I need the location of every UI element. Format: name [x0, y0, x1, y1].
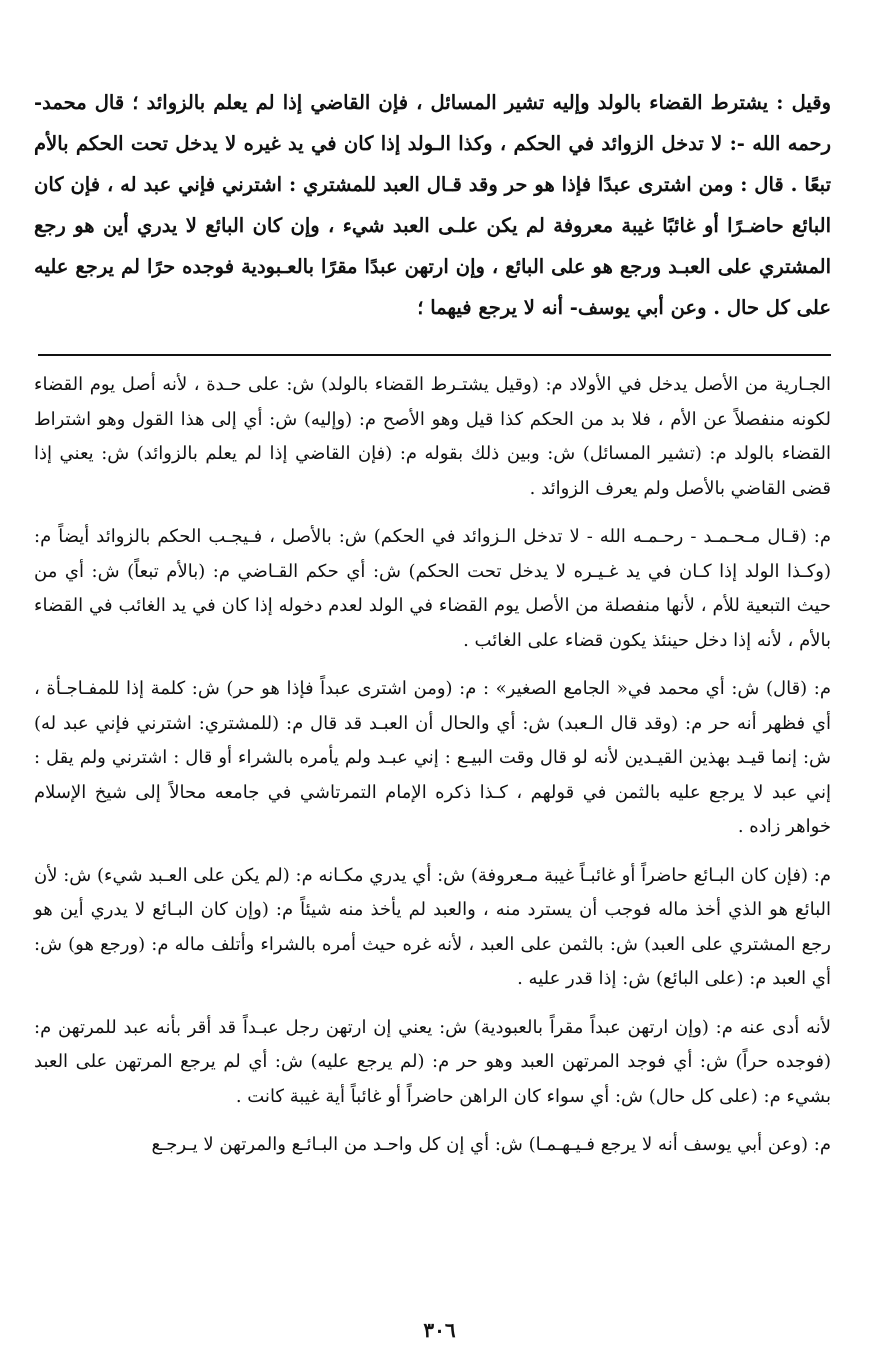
- commentary-paragraph: م: (وعن أبي يوسف أنه لا يرجع فـيـهـمـا) ش: أي إن كل واحـد من البـائـع والمرتهن لا يـرجـع: [151, 1134, 831, 1155]
- commentary-paragraph: الجـارية من الأصل يدخل في الأولاد م: (وقيل يشتـرط القضاء بالولد) ش: على حـدة ، لأنه أصل يوم القضاء لكونه منفصلاً عن الأم ، فلا بد من الحكم كذا قيل وهو الأصح م: (وإليه) ش: أي إلى هذا القول وهو اشتراط القضاء بالولد م: (تشير المسائل) ش: وبين ذلك بقوله م: (فإن القاضي إذا لم يعلم بالزوائد) ش: يعني إذا قضى القاضي بالأصل ولم يعرف الزوائد .: [34, 374, 831, 499]
- commentary-paragraph: م: (قـال مـحـمـد - رحـمـه الله - لا تدخل الـزوائد في الحكم) ش: بالأصل ، فـيجـب الحكم بالزوائد أيضاً م: (وكـذا الولد إذا كـان في يد غـيـره لا يدخل تحت الحكم) ش: أي حكم القـاضي م: (بالأم تبعاً) ش: أي من حيث التبعية للأم ، لأنها منفصلة من الأصل يوم القضاء في الولد لعدم دخوله إذا كان في يد الغائب في القضاء بالأم ، لأنه إذا دخل حينئذ يكون قضاء على الغائب .: [34, 526, 831, 651]
- page-number: ٣٠٦: [423, 1318, 456, 1342]
- commentary-paragraph: م: (فإن كان البـائع حاضراً أو غائبـاً غيبة مـعروفة) ش: أي يدري مكـانه م: (لم يكن على العـبد شيء) ش: لأن البائع هو الذي أخذ ماله فوجب أن يسترد منه ، والعبد لم يأخذ منه شيئاً م: (وإن كان البـائع لا يدري أين هو رجع المشتري على العبد) ش: بالثمن على العبد ، لأنه غره حيث أمره بالشراء وأتلف ماله م: (ورجع هو) ش: أي العبد م: (على البائع) ش: إذا قدر عليه .: [34, 864, 831, 989]
- main-text-paragraph: وقيل : يشترط القضاء بالولد وإليه تشير المسائل ، فإن القاضي إذا لم يعلم بالزوائد ؛ قال محمد- رحمه الله -: لا تدخل الزوائد في الحكم ، وكذا الـولد إذا كان في يد غيره لا يدخل تحت الحكم بالأم تبعًا . قال : ومن اشترى عبدًا فإذا هو حر وقد قـال العبد للمشتري : اشترني فإني عبد له ، فإن كان البائع حاضـرًا أو غائبًا غيبة معروفة لم يكن علـى العبد شيء ، وإن كان البائع لا يدري أين هو رجع المشتري على العبـد ورجع هو على البائع ، وإن ارتهن عبدًا مقرًا بالعـبودية فوجده حرًا لم يرجع عليه على كل حال . وعن أبي يوسف- أنه لا يرجع فيهما ؛: [34, 91, 831, 319]
- commentary-paragraph: لأنه أدى عنه م: (وإن ارتهن عبداً مقراً بالعبودية) ش: يعني إن ارتهن رجل عبـداً قد أقر بأنه عبد للمرتهن م: (فوجده حراً) ش: أي فوجد المرتهن العبد وهو حر م: (لم يرجع عليه) ش: أي لم يرجع المرتهن على العبد بشيء م: (على كل حال) ش: أي سواء كان الراهن حاضراً أو غائباً أية غيبة كانت .: [34, 1016, 831, 1107]
- section-divider: [38, 354, 831, 356]
- main-text-block: [34, 82, 831, 328]
- commentary-paragraph: م: (قال) ش: أي محمد في« الجامع الصغير» : م: (ومن اشترى عبداً فإذا هو حر) ش: كلمة إذا للمفـاجـأة ، أي فظهر أنه حر م: (وقد قال الـعبد) ش: أي والحال أن العبـد قد قال م: (للمشتري: اشترني فإني عبد له) ش: إنما قيـد بهذين القيـدين لأنه لو قال وقت البيـع : إني عبـد ولم يأمره بالشراء أو قال : اشترني ولم يقل : إني عبد لا يرجع عليه بالثمن في قولهم ، كـذا ذكره الإمام التمرتاشي في جامعه محالاً إلى شيخ الإسلام خواهر زاده .: [34, 678, 832, 837]
- commentary-block: [34, 368, 831, 1177]
